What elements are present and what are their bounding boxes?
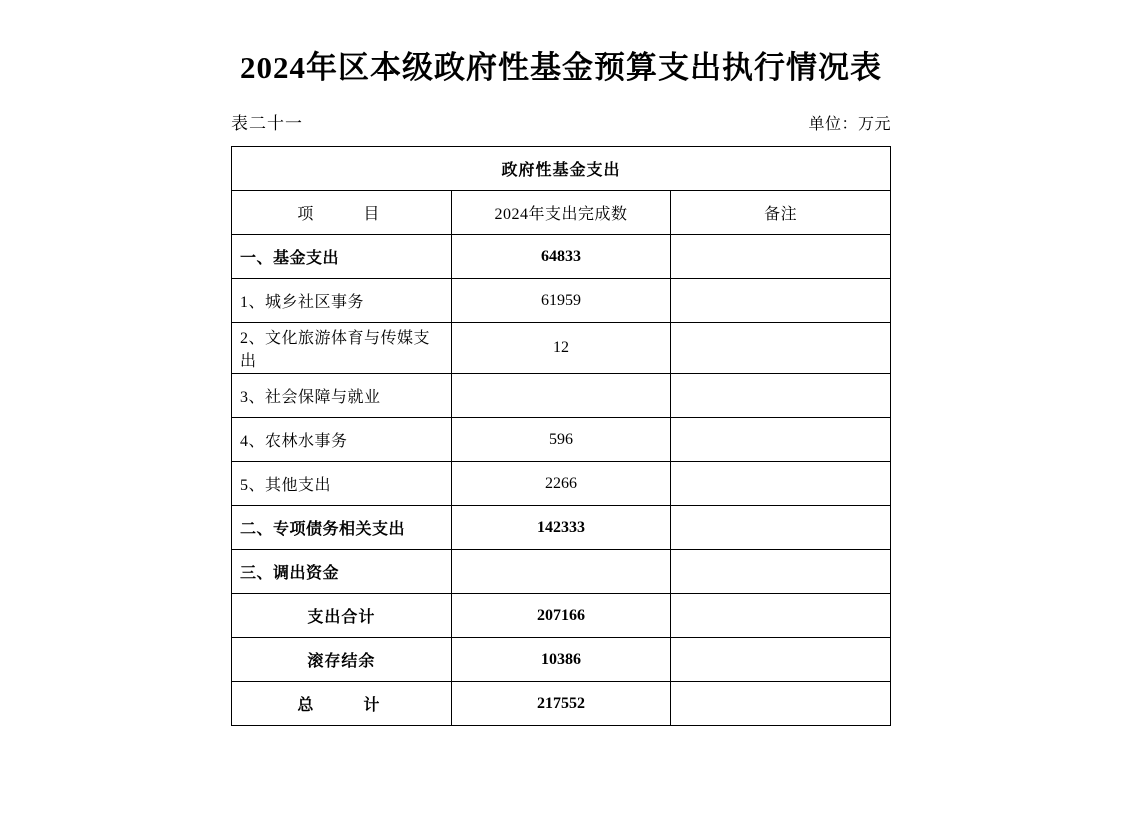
summary-value: 10386 xyxy=(451,638,671,682)
row-item-label: 3、社会保障与就业 xyxy=(232,374,452,418)
summary-note xyxy=(671,594,891,638)
row-note xyxy=(671,374,891,418)
table-summary-row xyxy=(232,682,891,726)
row-note xyxy=(671,506,891,550)
row-note xyxy=(671,418,891,462)
table-number: 表二十一 xyxy=(231,114,303,133)
summary-item-label: 支出合计 xyxy=(232,594,452,638)
column-header-value: 2024年支出完成数 xyxy=(451,191,671,235)
row-note xyxy=(671,462,891,506)
budget-table xyxy=(231,146,891,726)
table-row xyxy=(232,279,891,323)
subtitle-row xyxy=(231,109,891,134)
unit-note: 单位：万元 xyxy=(808,116,891,133)
row-note xyxy=(671,279,891,323)
row-value: 2266 xyxy=(451,462,671,506)
table-summary-row xyxy=(232,638,891,682)
row-note xyxy=(671,550,891,594)
row-item-label: 一、基金支出 xyxy=(232,235,452,279)
row-item-label: 1、城乡社区事务 xyxy=(232,279,452,323)
summary-note xyxy=(671,638,891,682)
table-summary-row xyxy=(232,594,891,638)
row-note xyxy=(671,323,891,374)
table-row xyxy=(232,506,891,550)
table-header-row xyxy=(232,191,891,235)
summary-value: 217552 xyxy=(451,682,671,726)
span-header-cell: 政府性基金支出 xyxy=(232,147,891,191)
row-item-label: 三、调出资金 xyxy=(232,550,452,594)
summary-item-label: 滚存结余 xyxy=(232,638,452,682)
row-item-label: 2、文化旅游体育与传媒支出 xyxy=(232,323,452,374)
column-header-item: 项 目 xyxy=(232,191,452,235)
row-value: 64833 xyxy=(451,235,671,279)
column-header-note: 备注 xyxy=(671,191,891,235)
row-item-label: 二、专项债务相关支出 xyxy=(232,506,452,550)
table-row xyxy=(232,323,891,374)
table-row xyxy=(232,418,891,462)
row-value: 596 xyxy=(451,418,671,462)
document-page xyxy=(0,42,1122,835)
row-value: 142333 xyxy=(451,506,671,550)
summary-note xyxy=(671,682,891,726)
table-span-header-row xyxy=(232,147,891,191)
row-note xyxy=(671,235,891,279)
row-value: 12 xyxy=(451,323,671,374)
summary-value: 207166 xyxy=(451,594,671,638)
summary-item-label: 总 计 xyxy=(232,682,452,726)
row-value xyxy=(451,550,671,594)
row-item-label: 4、农林水事务 xyxy=(232,418,452,462)
table-row xyxy=(232,235,891,279)
table-row xyxy=(232,462,891,506)
table-row xyxy=(232,550,891,594)
row-value: 61959 xyxy=(451,279,671,323)
table-row xyxy=(232,374,891,418)
row-item-label: 5、其他支出 xyxy=(232,462,452,506)
row-value xyxy=(451,374,671,418)
page-title: 2024年区本级政府性基金预算支出执行情况表 xyxy=(240,50,882,85)
